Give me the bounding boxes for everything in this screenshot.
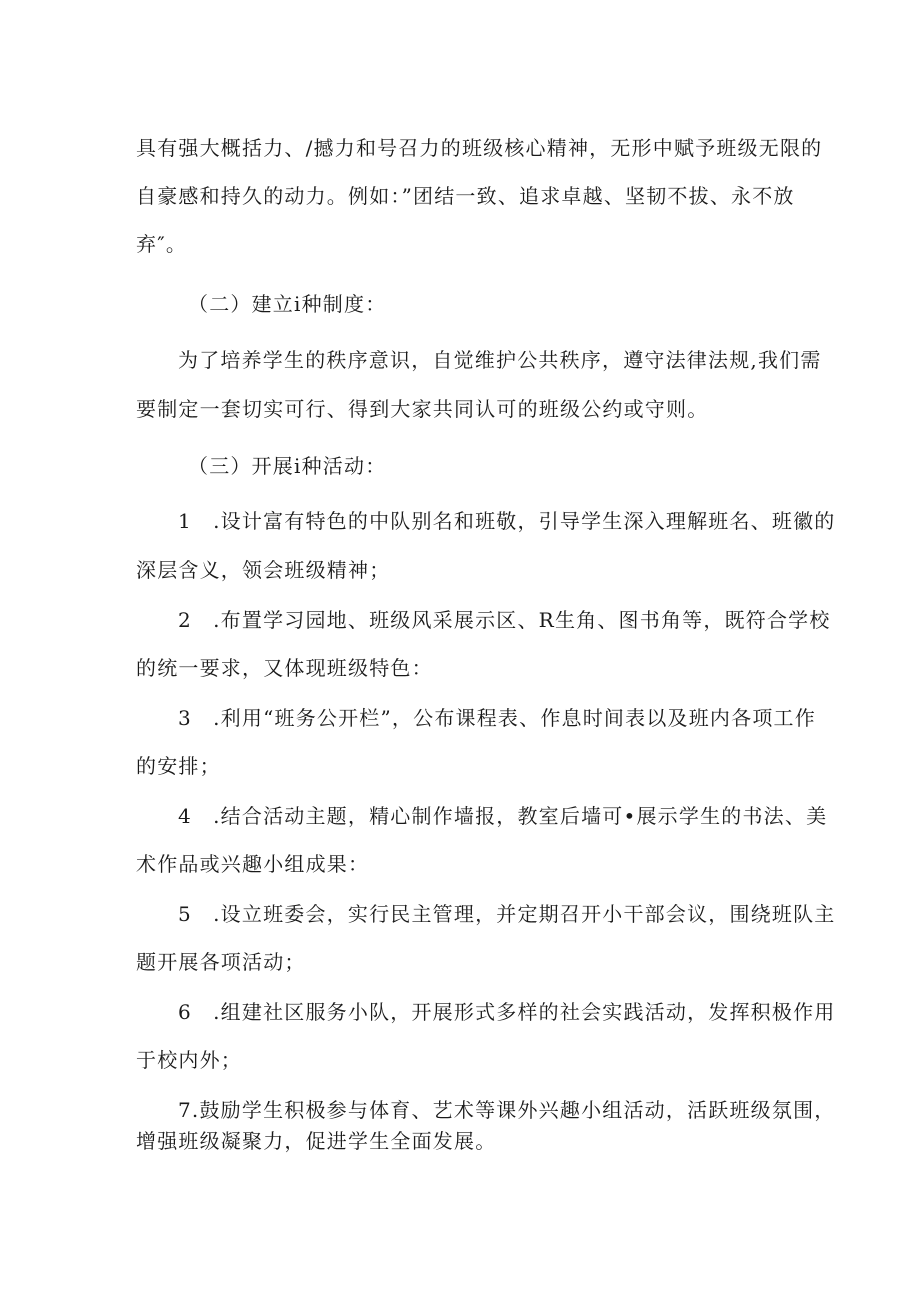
paragraph-core-spirit-line-2: 自豪感和持久的动力。例如：”团结一致、追求卓越、坚韧不拔、永不放: [136, 184, 795, 208]
list-item-5-line-2: 题开展各项活动；: [136, 950, 306, 974]
paragraph-core-spirit-line-1: 具有强大概括力、/撼力和号召力的班级核心精神，无形中赋予班级无限的: [136, 136, 823, 160]
list-item-2-line-1: 2 .布置学习园地、班级风采展示区、R生角、图书角等，既符合学校: [178, 608, 831, 632]
section-heading-3: （三）开展i种活动：: [188, 454, 387, 478]
section-heading-2: （二）建立i种制度：: [188, 292, 387, 316]
list-item-4-line-1: 4 .结合活动主题，精心制作墙报，教室后墙可•展示学生的书法、美: [178, 804, 828, 828]
list-item-2-line-2: 的统一要求，又体现班级特色：: [136, 656, 433, 680]
list-item-7-line-1: 7.鼓励学生积极参与体育、艺术等课外兴趣小组活动，活跃班级氛围，: [178, 1098, 836, 1122]
paragraph-rules-line-2: 要制定一套切实可行、得到大家共同认可的班级公约或守则。: [136, 397, 709, 421]
list-item-6-line-2: 于校内外；: [136, 1048, 242, 1072]
list-item-3-line-1: 3 .利用“班务公开栏”，公布课程表、作息时间表以及班内各项工作: [178, 706, 816, 730]
list-item-3-line-2: 的安排；: [136, 754, 221, 778]
list-item-4-line-2: 术作品或兴趣小组成果：: [136, 852, 370, 876]
list-item-6-line-1: 6 .组建社区服务小队，开展形式多样的社会实践活动，发挥积极作用: [178, 1000, 836, 1024]
list-item-7-line-2: 增强班级凝聚力，促进学生全面发展。: [136, 1129, 497, 1153]
list-item-5-line-1: 5 .设立班委会，实行民主管理，并定期召开小干部会议，围绕班队主: [178, 902, 836, 926]
list-item-1-line-2: 深层含义，领会班级精神；: [136, 558, 391, 582]
list-item-1-line-1: 1 .设计富有特色的中队别名和班敬，引导学生深入理解班名、班徽的: [178, 509, 836, 533]
paragraph-core-spirit-line-3: 弃″。: [136, 232, 188, 256]
paragraph-rules-line-1: 为了培养学生的秩序意识，自觉维护公共秩序，遵守法律法规,我们需: [178, 348, 822, 372]
